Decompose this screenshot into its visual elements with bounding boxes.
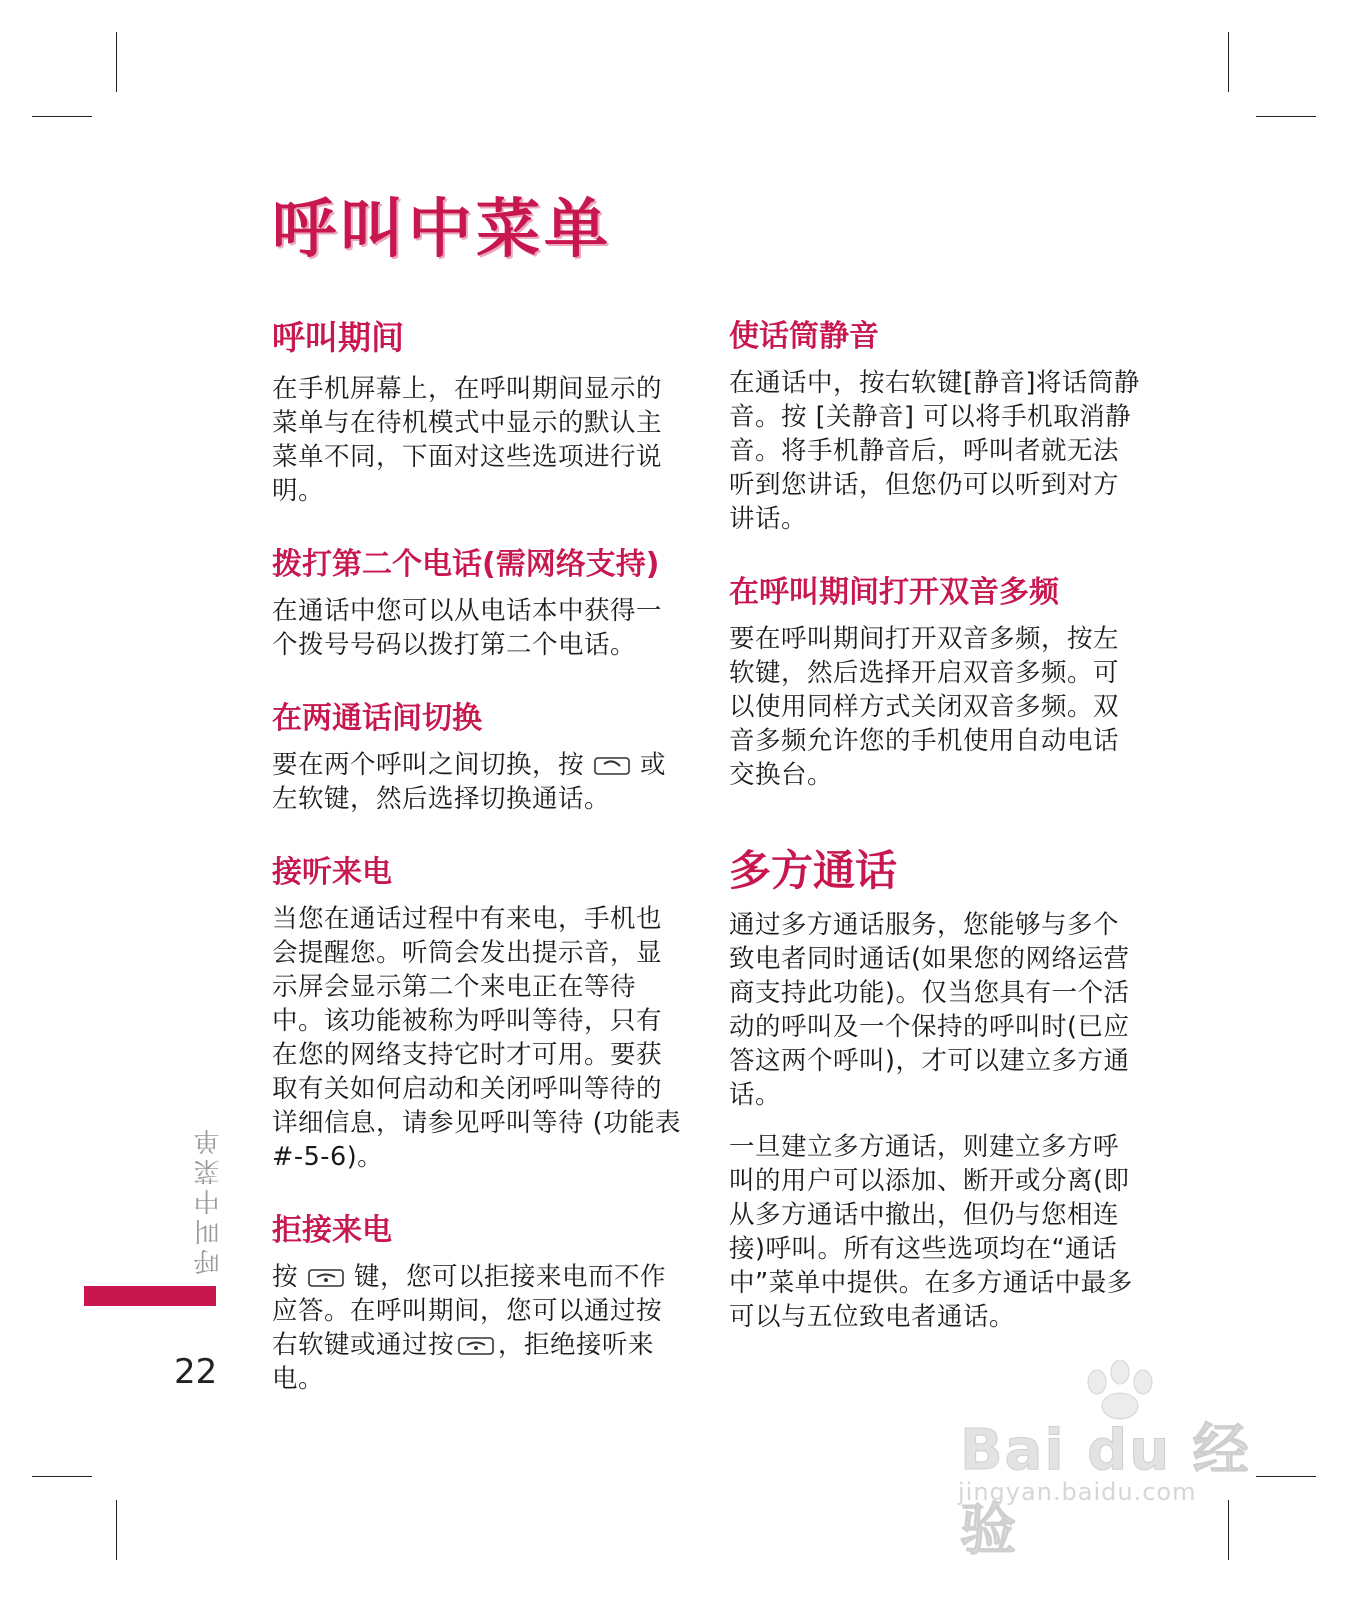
subsection-title-reject-call: 拒接来电 — [272, 1213, 392, 1248]
right-column — [729, 318, 1141, 1334]
side-chapter-label: 呼叫中菜单 — [194, 1125, 224, 1275]
crop-mark — [116, 32, 117, 92]
crop-mark — [1228, 32, 1229, 92]
paragraph-reject-call-part3: ，拒绝接听来电。 — [272, 1330, 655, 1394]
paragraph-answer-call: 当您在通话过程中有来电，手机也会提醒您。听筒会发出提示音，显示屏会显示第二个来电正在等待中。该功能被称为呼叫等待，只有在您的网络支持它时才可用。要获取有关如何启动和关闭呼叫等待的详细信息，请参见呼叫等待 (功能表 #-5-6)。 — [272, 904, 682, 1172]
paragraph-conference-2: 一旦建立多方通话，则建立多方呼叫的用户可以添加、断开或分离(即从多方通话中撤出，但仍与您相连接)呼叫。所有这些选项均在“通话中”菜单中提供。在多方通话中最多可以与五位致电者通话。 — [729, 1132, 1133, 1332]
paragraph-switch-calls-part1: 要在两个呼叫之间切换，按 — [272, 750, 585, 780]
section-title-during-call: 呼叫期间 — [272, 318, 404, 357]
chapter-marker-bar — [84, 1286, 216, 1306]
crop-mark — [1256, 116, 1316, 117]
page-number: 22 — [174, 1352, 218, 1392]
paragraph-reject-call — [272, 1260, 684, 1396]
paragraph-mute: 在通话中，按右软键[静音]将话筒静音。按 [关静音] 可以将手机取消静音。将手机静音后，呼叫者就无法听到您讲话，但您仍可以听到对方讲话。 — [729, 368, 1140, 534]
left-column — [272, 318, 684, 1396]
paragraph-conference-1: 通过多方通话服务，您能够与多个致电者同时通话(如果您的网络运营商支持此功能)。仅当您具有一个活动的呼叫及一个保持的呼叫时(已应答这两个呼叫)，才可以建立多方通话。 — [729, 910, 1130, 1110]
paragraph-switch-calls — [272, 748, 684, 816]
subsection-title-mute: 使话筒静音 — [729, 319, 879, 354]
paragraph-reject-call-part1: 按 — [272, 1262, 299, 1292]
section-title-conference: 多方通话 — [729, 846, 898, 895]
baidu-watermark — [950, 1360, 1270, 1563]
crop-mark — [116, 1500, 117, 1560]
subsection-title-second-call: 拨打第二个电话(需网络支持) — [272, 547, 660, 582]
paragraph-second-call: 在通话中您可以从电话本中获得一个拨号号码以拨打第二个电话。 — [272, 596, 663, 660]
subsection-title-switch-calls: 在两通话间切换 — [272, 701, 482, 736]
crop-mark — [32, 1476, 92, 1477]
end-key-icon — [458, 1336, 494, 1356]
paragraph-dtmf: 要在呼叫期间打开双音多频，按左软键，然后选择开启双音多频。可以使用同样方式关闭双音多频。双音多频允许您的手机使用自动电话交换台。 — [729, 624, 1120, 790]
paragraph-switch-calls-part2: 或左软键，然后选择切换通话。 — [272, 750, 667, 814]
paragraph-reject-call-part2: 键，您可以拒接来电而不作应答。在呼叫期间，您可以通过按右软键或通过按 — [272, 1262, 667, 1360]
page-title: 呼叫中菜单 — [272, 193, 612, 267]
baidu-url-text: jingyan.baidu.com — [958, 1478, 1197, 1506]
end-key-icon — [308, 1268, 344, 1288]
send-key-icon — [594, 756, 630, 776]
baidu-logo-text: Bai du 经验 — [960, 1418, 1251, 1563]
subsection-title-answer-call: 接听来电 — [272, 855, 392, 890]
subsection-title-dtmf: 在呼叫期间打开双音多频 — [729, 575, 1059, 610]
paragraph-during-call: 在手机屏幕上，在呼叫期间显示的菜单与在待机模式中显示的默认主菜单不同，下面对这些选项进行说明。 — [272, 374, 663, 506]
crop-mark — [32, 116, 92, 117]
